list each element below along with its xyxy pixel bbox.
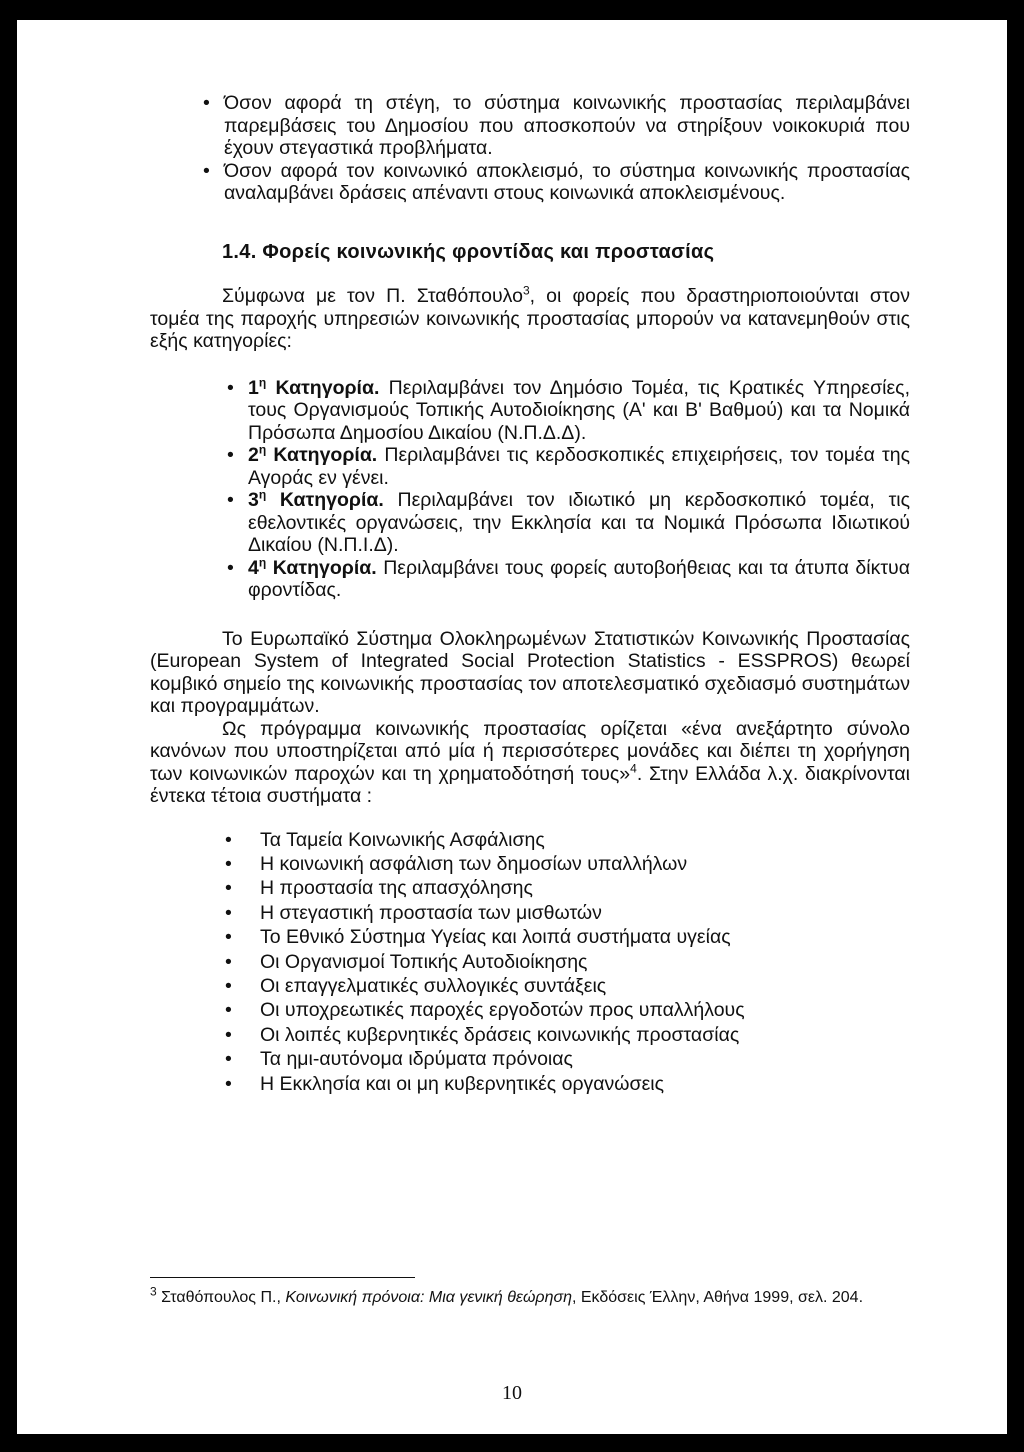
footnote: $^3$ Σταθόπουλος Π., Κοινωνική πρόνοια: Μια γενική θεώρηση, Εκδόσεις Έλλην, Αθήνα 1999, σελ. 204. xyxy=(150,1284,864,1306)
list-item: • Όσον αφορά τη στέγη, το σύστημα κοινωνικής προστασίας περιλαμβάνει παρεμβάσεις του Δημοσίου που αποσκοπούν να στηρίξουν νοικοκυριά που έχουν στεγαστικά προβλήματα. xyxy=(198,92,910,160)
page-number: 10 xyxy=(502,1382,522,1404)
systems-list xyxy=(222,828,910,1096)
essp-paragraph: Το Ευρωπαϊκό Σύστημα Ολοκληρωμένων Στατιστικών Κοινωνικής Προστασίας (European System of Integrated Social Protection Statistics - ESSPROS) θεωρεί κομβικό σημείο της κοινωνικής προστασίας τον αποτελεσματικό σχεδιασμό συστημάτων και προγραμμάτων. xyxy=(150,627,910,717)
list-item: • Τα ημι-αυτόνομα ιδρύματα πρόνοιας xyxy=(222,1047,910,1071)
category-item: • $4^\eta$ Κατηγορία. Περιλαμβάνει τους φορείς αυτοβοήθειας και τα άτυπα δίκτυα φροντίδας. xyxy=(222,557,910,602)
category-list xyxy=(222,377,910,602)
list-item: • Η προστασία της απασχόλησης xyxy=(222,876,910,900)
list-item: • Οι υποχρεωτικές παροχές εργοδοτών προς υπαλλήλους xyxy=(222,998,910,1022)
section-heading: 1.4. Φορείς κοινωνικής φροντίδας και προστασίας xyxy=(222,240,715,263)
footnote-book-title: Κοινωνική πρόνοια: Μια γενική θεώρηση xyxy=(285,1289,572,1306)
list-item: • Το Εθνικό Σύστημα Υγείας και λοιπά συστήματα υγείας xyxy=(222,925,910,949)
list-item: • Οι Οργανισμοί Τοπικής Αυτοδιοίκησης xyxy=(222,950,910,974)
footnote-ref: 4 xyxy=(630,761,637,775)
category-item: • $1^\eta$ Κατηγορία. Περιλαμβάνει τον Δημόσιο Τομέα, τις Κρατικές Υπηρεσίες, τους Οργανισμούς Τοπικής Αυτοδιοίκησης (Α' και Β' Βαθμού) και τα Νομικά Πρόσωπα Δημοσίου Δικαίου (Ν.Π.Δ.Δ). xyxy=(222,377,910,445)
list-item: • Οι λοιπές κυβερνητικές δράσεις κοινωνικής προστασίας xyxy=(222,1023,910,1047)
list-item: • Τα Ταμεία Κοινωνικής Ασφάλισης xyxy=(222,828,910,852)
list-item: • Οι επαγγελματικές συλλογικές συντάξεις xyxy=(222,974,910,998)
intro-bullet-list xyxy=(198,92,910,205)
list-item: • Η κοινωνική ασφάλιση των δημοσίων υπαλλήλων xyxy=(222,852,910,876)
footnote-ref: 3 xyxy=(522,283,530,298)
footnote-separator xyxy=(150,1277,415,1278)
document-body xyxy=(150,92,910,1096)
list-item: • Η στεγαστική προστασία των μισθωτών xyxy=(222,901,910,925)
program-paragraph: Ως πρόγραμμα κοινωνικής προστασίας ορίζεται «ένα ανεξάρτητο σύνολο κανόνων που υποστηρίζεται από μία ή περισσότερες μονάδες και διέπει τη χορήγηση των κοινωνικών παροχών και τη χρηματοδότησή τους»$^4$. Στην Ελλάδα λ.χ. διακρίνονται έντεκα τέτοια συστήματα : xyxy=(150,717,910,807)
list-item: • Όσον αφορά τον κοινωνικό αποκλεισμό, το σύστημα κοινωνικής προστασίας αναλαμβάνει δράσεις απέναντι στους κοινωνικά αποκλεισμένους. xyxy=(198,160,910,205)
intro-paragraph: Σύμφωνα με τον Π. Σταθόπουλο$^3$, οι φορείς που δραστηριοποιούνται στον τομέα της παροχής υπηρεσιών κοινωνικής προστασίας μπορούν να κατανεμηθούν στις εξής κατηγορίες: xyxy=(150,283,910,352)
list-item: • Η Εκκλησία και οι μη κυβερνητικές οργανώσεις xyxy=(222,1072,910,1096)
category-item: • $3^\eta$ Κατηγορία. Περιλαμβάνει τον ιδιωτικό μη κερδοσκοπικό τομέα, τις εθελοντικές οργανώσεις, την Εκκλησία και τα Νομικά Πρόσωπα Ιδιωτικού Δικαίου (Ν.Π.Ι.Δ). xyxy=(222,489,910,557)
category-item: • $2^\eta$ Κατηγορία. Περιλαμβάνει τις κερδοσκοπικές επιχειρήσεις, τον τομέα της Αγοράς εν γένει. xyxy=(222,444,910,489)
